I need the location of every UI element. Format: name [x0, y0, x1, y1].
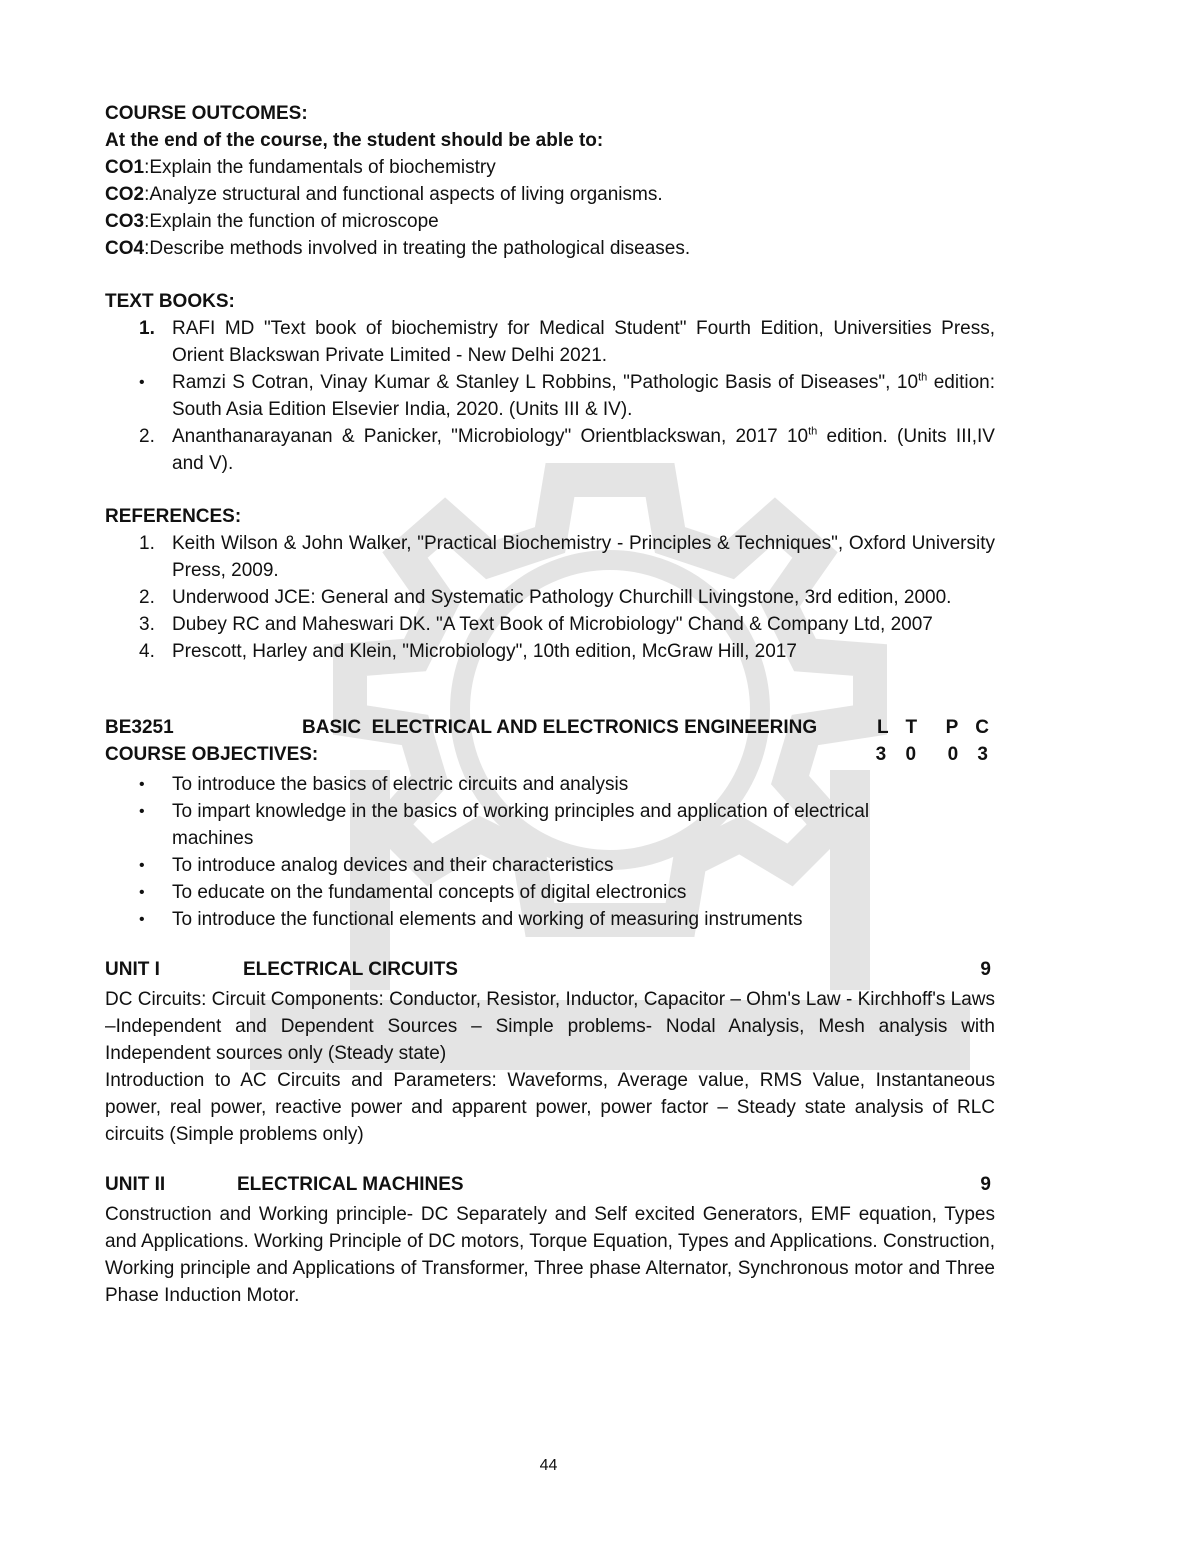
objective-item [105, 879, 995, 906]
course-outcomes-heading: COURSE OUTCOMES: [105, 103, 308, 124]
outcome-text: :Explain the fundamentals of biochemistry [144, 157, 496, 178]
text-books-heading: TEXT BOOKS: [105, 291, 235, 312]
outcome-code: CO3 [105, 211, 145, 232]
unit-1-paragraph-2: Introduction to AC Circuits and Parameters: Waveforms, Average value, RMS Value, Instantaneous power, real power, reactive power and apparent power, power factor – Steady state analysis of RLC circuits (Simple problems only) [105, 1070, 995, 1145]
text-books-list [105, 315, 995, 477]
course-outcomes-intro: At the end of the course, the student should be able to: [105, 130, 604, 151]
unit-2-paragraph-1: Construction and Working principle- DC Separately and Self excited Generators, EMF equation, Types and Applications. Working Principle of DC motors, Torque Equation, Types and Applications. Construction, Working principle and Applications of Transformer, Three phase Alternator, Synchronous motor and Three Phase Induction Motor. [105, 1204, 995, 1306]
text-book-text: Ramzi S Cotran, Vinay Kumar & Stanley L Robbins, "Pathologic Basis of Diseases", 10 [172, 372, 919, 393]
reference-text: Prescott, Harley and Klein, "Microbiology", 10th edition, McGraw Hill, 2017 [172, 641, 797, 662]
outcome-item [105, 208, 995, 235]
reference-text: Underwood JCE: General and Systematic Pathology Churchill Livingstone, 3rd edition, 2000. [172, 587, 952, 608]
credits-row [105, 744, 995, 771]
course-header [105, 717, 995, 744]
bullet-icon: • [139, 884, 145, 901]
text-book-item [105, 315, 995, 369]
reference-item [105, 530, 995, 584]
list-marker: 4. [139, 641, 155, 662]
reference-item [105, 584, 995, 611]
course-title: BASIC ELECTRICAL AND ELECTRONICS ENGINEERING [302, 717, 818, 738]
objective-item [105, 852, 995, 879]
text-book-text: RAFI MD "Text book of biochemistry for Medical Student" Fourth Edition, Universities Press, Orient Blackswan Private Limited - New Delhi 2021. [172, 318, 995, 366]
outcome-text: :Describe methods involved in treating the pathological diseases. [144, 238, 691, 259]
course-objectives-heading: COURSE OBJECTIVES: [105, 744, 319, 765]
text-book-text-cont: edition: South Asia Edition Elsevier India, 2020. (Units III & IV). [172, 372, 995, 420]
unit-name: ELECTRICAL MACHINES [237, 1174, 464, 1195]
objective-item [105, 798, 995, 852]
outcome-item [105, 235, 995, 262]
objective-item [105, 906, 995, 933]
unit-1-header [105, 959, 995, 986]
outcome-code: CO4 [105, 238, 145, 259]
outcome-item [105, 154, 995, 181]
unit-hours: 9 [980, 1174, 991, 1195]
list-marker: 1. [139, 533, 155, 554]
unit-1-paragraph-1: DC Circuits: Circuit Components: Conductor, Resistor, Inductor, Capacitor – Ohm's Law - Kirchhoff's Laws –Independent and Dependent Sources – Simple problems- Nodal Analysis, Mesh analysis with Independent sources only (Steady state) [105, 989, 995, 1064]
list-marker: 3. [139, 614, 155, 635]
text-book-item [105, 423, 995, 477]
ltpc-values: 3 0 0 3 [875, 744, 995, 765]
reference-text: Keith Wilson & John Walker, "Practical Biochemistry - Principles & Techniques", Oxford University Press, 2009. [172, 533, 995, 581]
ltpc-label: L T P C [876, 717, 995, 738]
references-heading: REFERENCES: [105, 506, 242, 527]
text-book-item [105, 369, 995, 423]
objective-text: To educate on the fundamental concepts of digital electronics [172, 882, 687, 903]
outcome-text: :Explain the function of microscope [144, 211, 439, 232]
bullet-icon: • [139, 911, 145, 928]
outcome-code: CO2 [105, 184, 145, 205]
outcome-code: CO1 [105, 157, 145, 178]
text-book-text-cont: edition. (Units III,IV and V). [172, 426, 995, 474]
bullet-icon: • [139, 803, 145, 820]
outcome-text: :Analyze structural and functional aspects of living organisms. [144, 184, 663, 205]
objective-item [105, 771, 995, 798]
bullet-icon: • [139, 857, 145, 874]
objectives-list [105, 771, 995, 933]
outcome-item [105, 181, 995, 208]
reference-item [105, 611, 995, 638]
bullet-icon: • [139, 776, 145, 793]
unit-number: UNIT II [105, 1174, 166, 1195]
objective-text: To introduce the functional elements and working of measuring instruments [172, 909, 803, 930]
document-page [105, 100, 995, 1309]
unit-name: ELECTRICAL CIRCUITS [243, 959, 458, 980]
objective-text: To introduce analog devices and their characteristics [172, 855, 614, 876]
page-number: 44 [539, 1457, 558, 1474]
superscript: th [808, 425, 818, 438]
objective-text: To introduce the basics of electric circuits and analysis [172, 774, 629, 795]
reference-item [105, 638, 995, 665]
list-marker: 2. [139, 426, 155, 447]
bullet-icon: • [139, 374, 145, 391]
references-list [105, 530, 995, 665]
unit-number: UNIT I [105, 959, 160, 980]
superscript: th [918, 371, 928, 384]
unit-2-header [105, 1174, 995, 1201]
list-marker: 2. [139, 587, 155, 608]
reference-text: Dubey RC and Maheswari DK. "A Text Book of Microbiology" Chand & Company Ltd, 2007 [172, 614, 933, 635]
text-book-text: Ananthanarayanan & Panicker, "Microbiology" Orientblackswan, 2017 10 [172, 426, 809, 447]
objective-text: To impart knowledge in the basics of working principles and application of electrical machines [172, 801, 870, 849]
course-code: BE3251 [105, 717, 174, 738]
list-marker: 1. [139, 318, 155, 339]
unit-hours: 9 [980, 959, 991, 980]
